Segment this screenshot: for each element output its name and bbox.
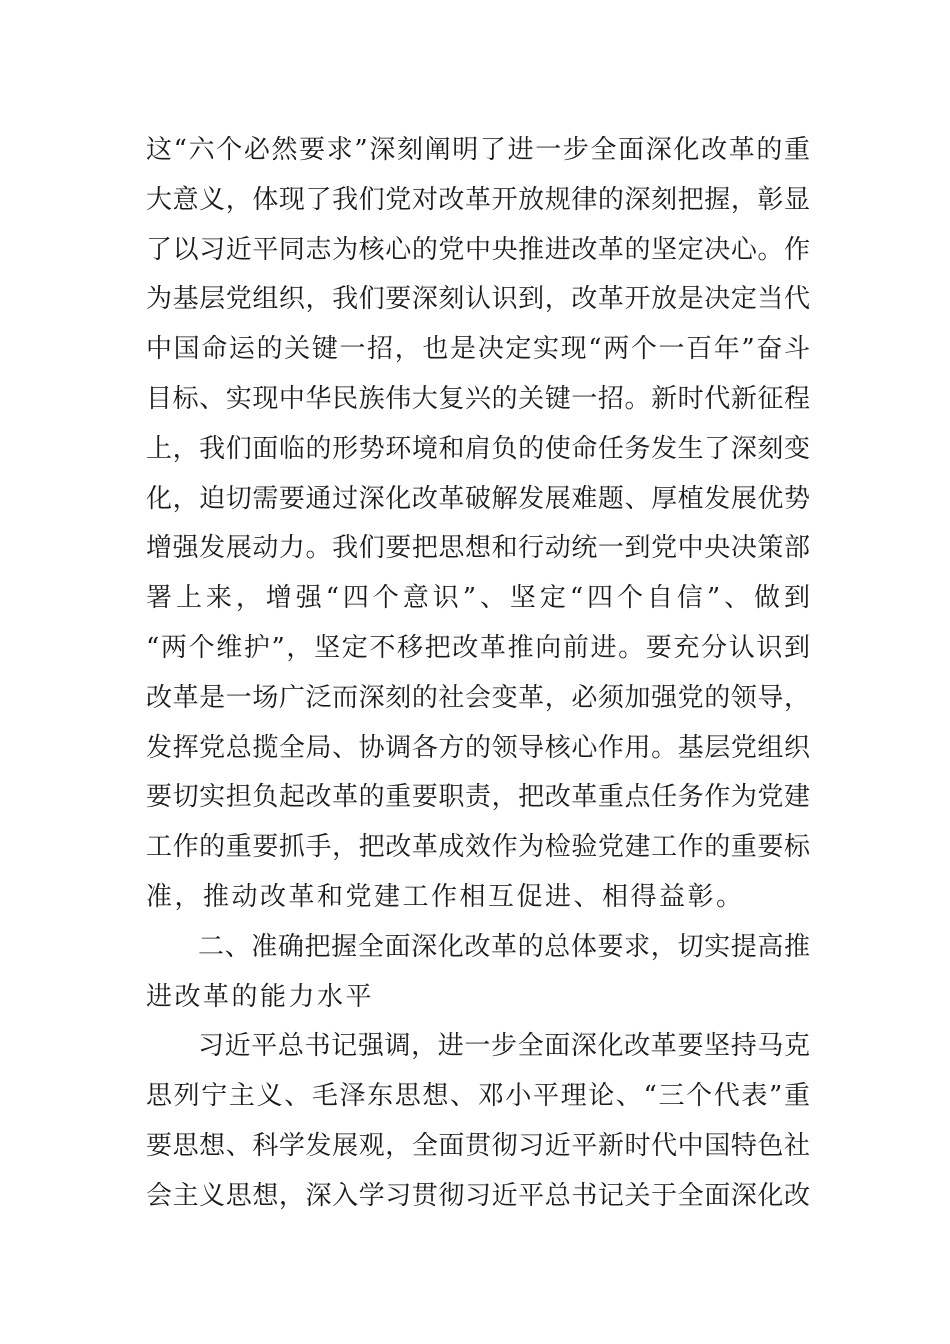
text-line: 工作的重要抓手，把改革成效作为检验党建工作的重要标 [146, 832, 810, 863]
heading-line: 二、准确把握全面深化改革的总体要求，切实提高推 [198, 931, 810, 962]
text-line: 改革是一场广泛而深刻的社会变革，必须加强党的领导， [146, 682, 810, 713]
text-line: 为基层党组织，我们要深刻认识到，改革开放是决定当代 [146, 284, 810, 315]
text-line: 署上来，增强“四个意识”、坚定“四个自信”、做到 [146, 583, 810, 614]
text-line: 准，推动改革和党建工作相互促进、相得益彰。 [146, 881, 745, 912]
text-line: “两个维护”，坚定不移把改革推向前进。要充分认识到 [146, 632, 810, 663]
text-line: 发挥党总揽全局、协调各方的领导核心作用。基层党组织 [146, 732, 810, 763]
text-line: 大意义，体现了我们党对改革开放规律的深刻把握，彰显 [146, 184, 810, 215]
document-body [146, 126, 810, 1222]
text-line: 要切实担负起改革的重要职责，把改革重点任务作为党建 [146, 782, 810, 813]
text-line: 增强发展动力。我们要把思想和行动统一到党中央决策部 [146, 533, 810, 564]
paragraph-2 [146, 1022, 810, 1221]
paragraph-1 [146, 126, 810, 923]
text-line: 要思想、科学发展观，全面贯彻习近平新时代中国特色社 [146, 1130, 810, 1161]
text-line: 会主义思想，深入学习贯彻习近平总书记关于全面深化改 [146, 1180, 810, 1211]
text-line: 这“六个必然要求”深刻阐明了进一步全面深化改革的重 [146, 135, 810, 165]
text-line: 了以习近平同志为核心的党中央推进改革的坚定决心。作 [146, 234, 810, 265]
text-line: 思列宁主义、毛泽东思想、邓小平理论、“三个代表”重 [146, 1081, 810, 1112]
text-line: 目标、实现中华民族伟大复兴的关键一招。新时代新征程 [146, 383, 810, 414]
section-heading-2 [146, 923, 810, 1023]
text-line: 上，我们面临的形势环境和肩负的使命任务发生了深刻变 [146, 433, 810, 464]
text-line: 中国命运的关键一招，也是决定实现“两个一百年”奋斗 [146, 334, 810, 365]
text-line: 习近平总书记强调，进一步全面深化改革要坚持马克 [198, 1031, 810, 1062]
text-line: 化，迫切需要通过深化改革破解发展难题、厚植发展优势 [146, 483, 810, 514]
heading-line: 进改革的能力水平 [146, 981, 375, 1012]
